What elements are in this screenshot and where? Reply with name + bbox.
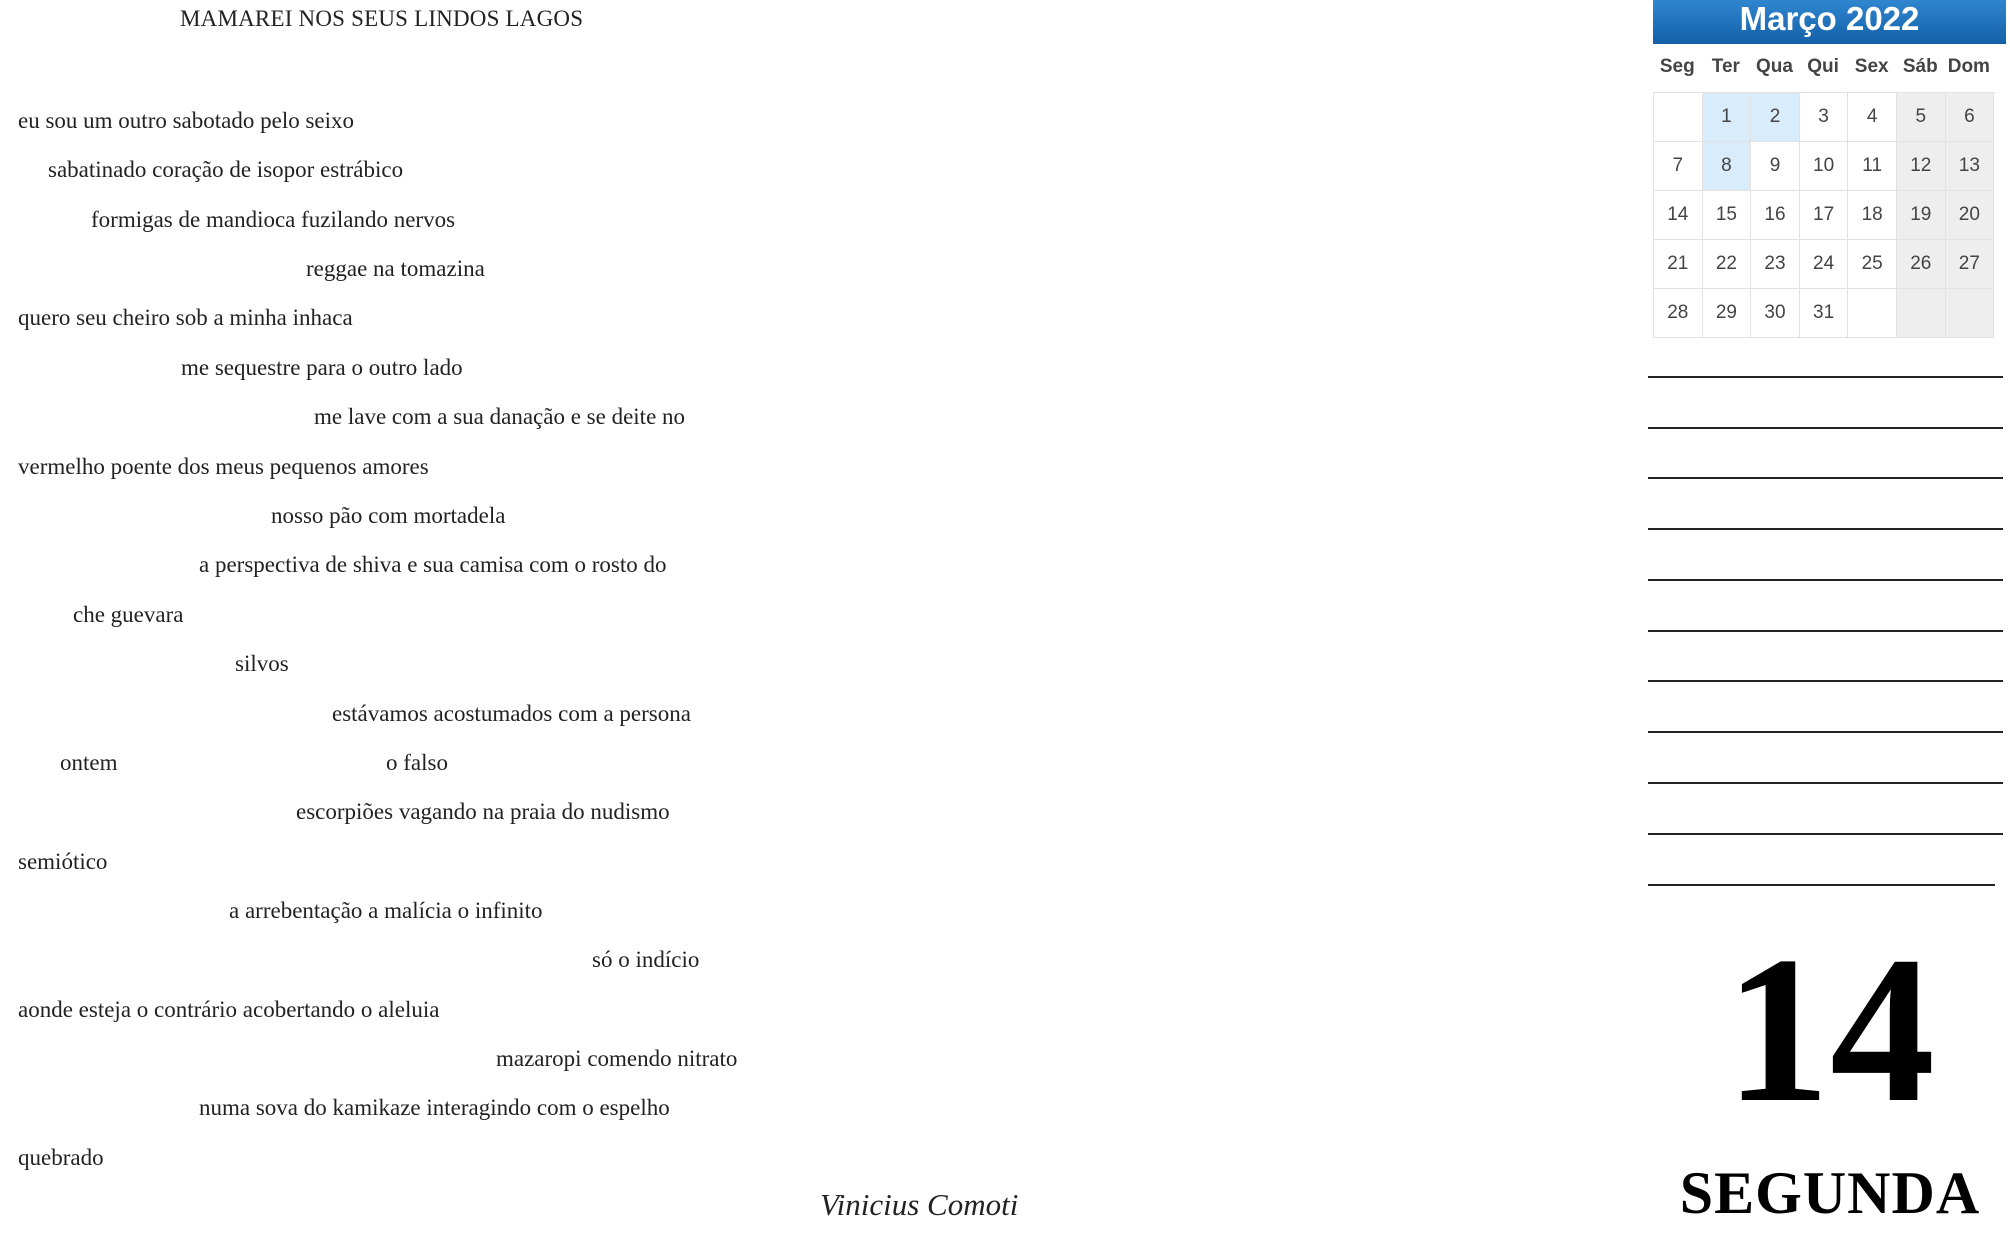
note-line xyxy=(1648,782,2003,784)
note-line xyxy=(1648,833,2003,835)
poem-line: mazaropi comendo nitrato xyxy=(496,1046,738,1071)
poem-line: reggae na tomazina xyxy=(306,256,485,281)
poem-line: sabatinado coração de isopor estrábico xyxy=(48,157,404,182)
calendar-day[interactable]: 24 xyxy=(1800,240,1849,289)
poem-line: eu sou um outro sabotado pelo seixo xyxy=(18,108,355,133)
calendar-day[interactable]: 23 xyxy=(1751,240,1800,289)
calendar-day[interactable]: 4 xyxy=(1848,93,1897,142)
poem-author: Vinicius Comoti xyxy=(820,1187,1019,1222)
calendar-day[interactable]: 3 xyxy=(1800,93,1849,142)
calendar-day[interactable]: 13 xyxy=(1946,142,1995,191)
poem-title: MAMAREI NOS SEUS LINDOS LAGOS xyxy=(180,6,584,31)
calendar-day[interactable]: 6 xyxy=(1946,93,1995,142)
poem-line: che guevara xyxy=(73,602,184,627)
poem-line: formigas de mandioca fuzilando nervos xyxy=(91,207,456,232)
calendar-weekday: Seg xyxy=(1659,56,1695,77)
calendar-day[interactable]: 31 xyxy=(1800,289,1849,338)
day-name: SEGUNDA xyxy=(1679,1160,1981,1226)
poem-line: aonde esteja o contrário acobertando o aleluia xyxy=(18,997,440,1022)
poem-line: numa sova do kamikaze interagindo com o espelho xyxy=(199,1095,670,1120)
calendar-day[interactable]: 20 xyxy=(1946,191,1995,240)
note-line xyxy=(1648,680,2003,682)
poem-line: quero seu cheiro sob a minha inhaca xyxy=(18,305,353,330)
calendar-month-title: Março 2022 xyxy=(1653,0,2006,44)
poem-line: ontem xyxy=(60,750,118,775)
notes-lines xyxy=(1648,0,2008,920)
note-line xyxy=(1648,477,2003,479)
calendar-weekday: Qui xyxy=(1807,56,1839,77)
calendar-day[interactable]: 16 xyxy=(1751,191,1800,240)
calendar-day[interactable]: 11 xyxy=(1848,142,1897,191)
calendar-weekday: Qua xyxy=(1756,56,1793,77)
poem-line: vermelho poente dos meus pequenos amores xyxy=(18,454,429,479)
poem-line: me lave com a sua danação e se deite no xyxy=(314,404,686,429)
poem-line: me sequestre para o outro lado xyxy=(181,355,463,380)
calendar-day[interactable]: 17 xyxy=(1800,191,1849,240)
calendar-weekday: Sáb xyxy=(1902,56,1938,77)
calendar-day[interactable]: 27 xyxy=(1946,240,1995,289)
calendar-weekday: Sex xyxy=(1854,56,1889,77)
calendar-day[interactable]: 9 xyxy=(1751,142,1800,191)
calendar-day[interactable]: 12 xyxy=(1897,142,1946,191)
calendar-day[interactable]: 30 xyxy=(1751,289,1800,338)
calendar-day[interactable]: 7 xyxy=(1654,142,1703,191)
calendar-weekday: Dom xyxy=(1947,56,1990,77)
poem-line: semiótico xyxy=(18,849,108,874)
calendar-day[interactable]: 18 xyxy=(1848,191,1897,240)
calendar-weekday: Ter xyxy=(1711,56,1740,77)
poem-line: nosso pão com mortadela xyxy=(271,503,506,528)
poem-line: silvos xyxy=(235,651,289,676)
poem-line: a perspectiva de shiva e sua camisa com o rosto do xyxy=(199,552,667,577)
calendar-day[interactable]: 21 xyxy=(1654,240,1703,289)
calendar-day[interactable]: 22 xyxy=(1703,240,1752,289)
calendar-day[interactable]: 2 xyxy=(1751,93,1800,142)
calendar-day[interactable]: 14 xyxy=(1654,191,1703,240)
calendar-day[interactable]: 10 xyxy=(1800,142,1849,191)
poem-line: só o indício xyxy=(592,947,700,972)
note-line xyxy=(1648,376,2003,378)
day-number: 14 xyxy=(1725,914,1935,1146)
poem-line: estávamos acostumados com a persona xyxy=(332,701,691,726)
poem-body xyxy=(0,0,1000,1243)
calendar-day[interactable]: 29 xyxy=(1703,289,1752,338)
poem-line: quebrado xyxy=(18,1145,104,1170)
calendar-day[interactable]: 1 xyxy=(1703,93,1752,142)
poem-line: a arrebentação a malícia o infinito xyxy=(229,898,543,923)
note-line xyxy=(1648,427,2003,429)
calendar-day[interactable]: 8 xyxy=(1703,142,1752,191)
poem-line: o falso xyxy=(386,750,448,775)
calendar-day[interactable]: 28 xyxy=(1654,289,1703,338)
calendar-day[interactable]: 15 xyxy=(1703,191,1752,240)
note-line xyxy=(1648,630,2003,632)
calendar-day[interactable]: 26 xyxy=(1897,240,1946,289)
note-line xyxy=(1648,579,2003,581)
note-line xyxy=(1648,528,2003,530)
calendar-day[interactable]: 5 xyxy=(1897,93,1946,142)
calendar-day[interactable]: 19 xyxy=(1897,191,1946,240)
note-line xyxy=(1648,731,2003,733)
calendar-day[interactable]: 25 xyxy=(1848,240,1897,289)
note-line xyxy=(1648,884,1995,886)
poem-line: escorpiões vagando na praia do nudismo xyxy=(296,799,670,824)
